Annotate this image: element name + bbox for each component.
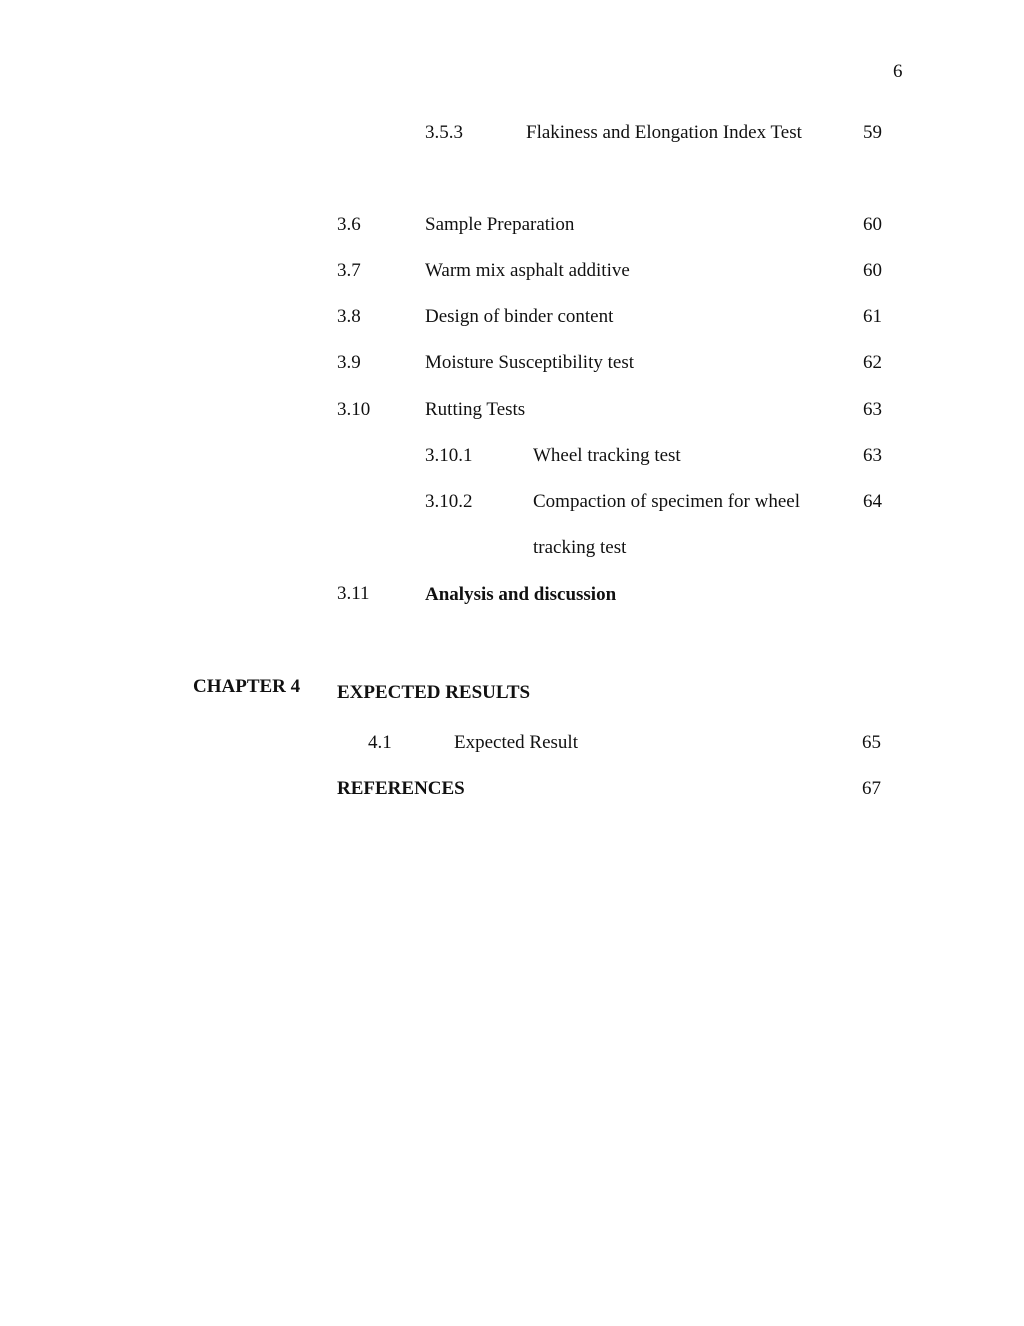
- entry-number: 3.9: [337, 352, 361, 373]
- entry-title: Sample Preparation: [425, 214, 575, 235]
- entry-title: Expected Result: [454, 732, 578, 753]
- entry-page: 64: [863, 491, 882, 512]
- entry-title: Moisture Susceptibility test: [425, 352, 634, 373]
- entry-title: Analysis and discussion: [425, 584, 617, 605]
- entry-page: 63: [863, 399, 882, 420]
- entry-number: 3.10.2: [425, 491, 473, 512]
- chapter-title: EXPECTED RESULTS: [337, 682, 531, 703]
- entry-page: 65: [862, 732, 881, 753]
- entry-title: REFERENCES: [337, 778, 465, 799]
- entry-page: 60: [863, 214, 882, 235]
- entry-title: Warm mix asphalt additive: [425, 260, 630, 281]
- entry-title-continued: tracking test: [533, 537, 627, 558]
- entry-title: Design of binder content: [425, 306, 614, 327]
- entry-number: 4.1: [368, 732, 392, 753]
- entry-number: 3.10.1: [425, 445, 473, 466]
- entry-title: Wheel tracking test: [533, 445, 681, 466]
- entry-number: 3.6: [337, 214, 361, 235]
- entry-title: Compaction of specimen for wheel: [533, 491, 800, 512]
- entry-number: 3.8: [337, 306, 361, 327]
- entry-title: Rutting Tests: [425, 399, 526, 420]
- entry-page: 63: [863, 445, 882, 466]
- entry-number: 3.11: [337, 583, 370, 604]
- entry-number: 3.10: [337, 399, 371, 420]
- chapter-label: CHAPTER 4: [193, 676, 301, 697]
- entry-page: 61: [863, 306, 882, 327]
- entry-number: 3.5.3: [425, 122, 463, 143]
- page-number: 6: [893, 61, 903, 82]
- entry-page: 62: [863, 352, 882, 373]
- entry-number: 3.7: [337, 260, 361, 281]
- entry-page: 60: [863, 260, 882, 281]
- entry-title: Flakiness and Elongation Index Test: [526, 122, 802, 143]
- entry-page: 67: [862, 778, 881, 799]
- entry-page: 59: [863, 122, 882, 143]
